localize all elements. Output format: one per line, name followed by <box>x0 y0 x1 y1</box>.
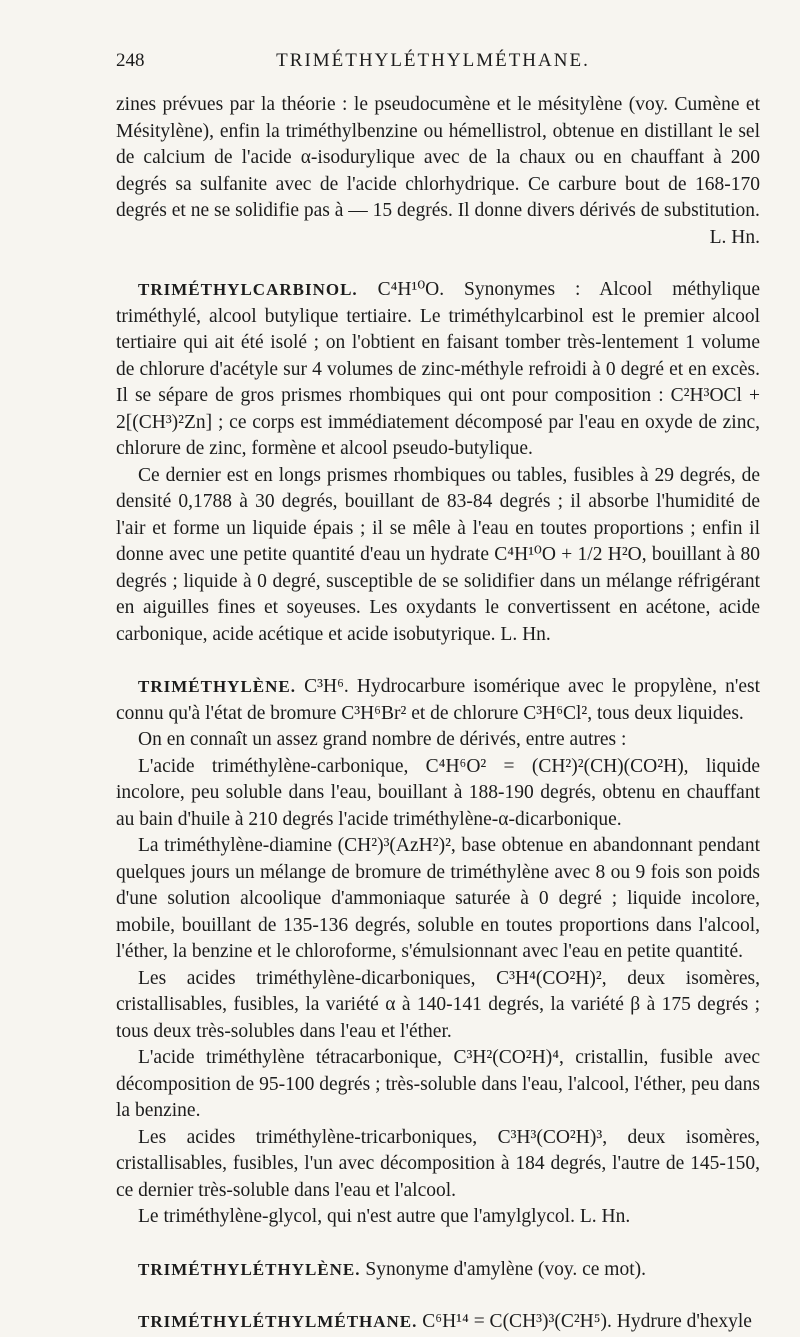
paragraph-text: Ce dernier est en longs prismes rhombiques ou tables, fusibles à 29 degrés, de densité 0,1788 à 30 degrés, bouillant de 83-84 degrés ; il absorbe l'humidité de l'air et forme un liquide épais ; il se mêle à l'eau en toutes proportions ; enfin il donne avec une petite quantité d'eau un hydrate C⁴H¹⁰O + 1/2 H²O, bouillant à 80 degrés ; liquide à 0 degré, susceptible de se solidifier dans un mélange réfrigérant en aiguilles fines et soyeuses. Les oxydants le convertissent en acétone, acide carbonique, acide acétique et acide isobutyrique. <box>116 464 760 645</box>
signature: L. Hn. <box>500 623 551 645</box>
running-title: TRIMÉTHYLÉTHYLMÉTHANE. <box>276 50 590 71</box>
paragraph <box>116 463 760 649</box>
paragraph-text: C⁴H¹⁰O. Synonymes : Alcool méthylique triméthylé, alcool butylique tertiaire. Le triméthylcarbinol est le premier alcool tertiaire qui ait été isolé ; on l'obtient en faisant tomber très-lentement 1 volume de chlorure d'acétyle sur 4 volumes de zinc-méthyle refroidi à 0 degré et en excès. Il se sépare de gros prismes rhombiques qui ont pour composition : C²H³OCl + 2[(CH³)²Zn] ; ce corps est immédiatement décomposé par l'eau en oxyde de zinc, chlorure de zinc, formène et alcool pseudo-butylique. <box>116 279 760 459</box>
entry-trimethylcarbinol <box>116 277 760 648</box>
headword: TRIMÉTHYLÉTHYLÈNE. <box>138 1259 361 1279</box>
entry-trimethylethylmethane <box>116 1309 760 1336</box>
page-number: 248 <box>116 50 145 71</box>
paragraph <box>116 1204 760 1231</box>
paragraph <box>116 277 760 463</box>
headword: TRIMÉTHYLÉTHYLMÉTHANE. <box>138 1312 418 1331</box>
paragraph: L'acide triméthylène tétracarbonique, C³H²(CO²H)⁴, cristallin, fusible avec décomposition de 95-100 degrés ; très-soluble dans l'eau, l'alcool, l'éther, peu dans la benzine. <box>116 1047 760 1121</box>
signature: L. Hn. <box>579 1206 631 1227</box>
paragraph: Les acides triméthylène-tricarboniques, C³H³(CO²H)³, deux isomères, cristallisables, fusibles, l'un avec décomposition à 184 degrés, l'autre de 145-150, ce dernier très-soluble dans l'eau et l'alcool. <box>116 1126 760 1201</box>
paragraph-text: C³H⁶. Hydrocarbure isomérique avec le propylène, n'est connu qu'à l'état de bromure C³H⁶Br² et de chlorure C³H⁶Cl², tous deux liquides. <box>116 676 761 724</box>
paragraph: Les acides triméthylène-dicarboniques, C³H⁴(CO²H)², deux isomères, cristallisables, fusibles, la variété α à 140-141 degrés, la variété β à 175 degrés ; tous deux très-solubles dans l'eau et l'éther. <box>116 967 760 1042</box>
paragraph: On en connaît un assez grand nombre de dérivés, entre autres : <box>138 729 627 750</box>
entry-continuation <box>116 92 760 251</box>
headword: TRIMÉTHYLCARBINOL. <box>138 280 358 299</box>
paragraph-text: Le triméthylène-glycol, qui n'est autre que l'amylglycol. <box>138 1206 575 1227</box>
page-header <box>116 50 760 72</box>
paragraph <box>116 1257 760 1284</box>
entry-trimethylene <box>116 674 760 1231</box>
paragraph: La triméthylène-diamine (CH²)³(AzH²)², base obtenue en abandonnant pendant quelques jours un mélange de bromure de triméthylène avec 8 ou 9 fois son poids d'une solution alcoolique d'ammoniaque saturée à 0 degré ; liquide incolore, mobile, bouillant de 135-136 degrés, soluble en toutes proportions dans l'alcool, l'éther, la benzine et le chloroforme, s'émulsionnant avec l'eau en petite quantité. <box>116 835 760 962</box>
paragraph: zines prévues par la théorie : le pseudocumène et le mésitylène (voy. Cumène et Mésitylène), enfin la triméthylbenzine ou hémellistrol, obtenue en distillant le sel de calcium de l'acide α-isodurylique avec de la chaux ou en chauffant à 200 degrés sa sulfanite avec de l'acide chlorhydrique. Ce carbure bout de 168-170 degrés et ne se solidifie pas à — 15 degrés. Il donne divers dérivés de substitution. <box>116 94 760 221</box>
paragraph-text: Synonyme d'amylène (voy. ce mot). <box>365 1258 646 1280</box>
signature: L. Hn. <box>709 226 760 248</box>
paragraph <box>116 674 760 727</box>
headword: TRIMÉTHYLÈNE. <box>138 677 296 696</box>
paragraph-text: C⁶H¹⁴ = C(CH³)³(C²H⁵). Hydrure d'hexyle <box>422 1311 752 1332</box>
paragraph <box>116 1309 760 1336</box>
entry-trimethylethylene <box>116 1257 760 1284</box>
paragraph: L'acide triméthylène-carbonique, C⁴H⁶O² = (CH²)²(CH)(CO²H), liquide incolore, peu soluble dans l'eau, bouillant à 188-190 degrés, obtenu en chauffant au bain d'huile à 210 degrés l'acide triméthylène-α-dicarbonique. <box>116 755 760 830</box>
